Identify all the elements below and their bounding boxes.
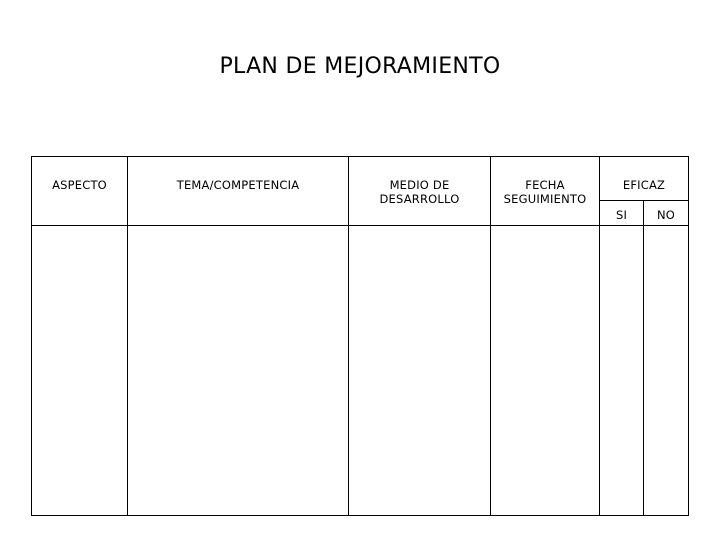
- header-fecha-line2: SEGUIMIENTO: [503, 192, 587, 206]
- cell-aspecto[interactable]: [32, 226, 127, 515]
- table-border-right: [688, 156, 689, 516]
- header-no: [644, 208, 688, 222]
- eficaz-subheader-divider: [599, 200, 689, 201]
- header-medio-line2: DESARROLLO: [379, 192, 460, 206]
- header-fecha-line1: FECHA: [525, 178, 565, 192]
- cell-eficaz-si[interactable]: [600, 226, 643, 515]
- table-border-top: [31, 156, 689, 157]
- header-si-label: SI: [615, 208, 628, 222]
- header-medio-de-desarrollo: [349, 178, 490, 206]
- header-fecha-seguimiento: [491, 178, 599, 206]
- table-border-bottom: [31, 515, 689, 516]
- header-medio-line1: MEDIO DE: [389, 178, 450, 192]
- cell-fecha-seguimiento[interactable]: [491, 226, 599, 515]
- header-tema-label: TEMA/COMPETENCIA: [176, 178, 300, 192]
- header-eficaz-label: EFICAZ: [622, 178, 666, 192]
- cell-tema-competencia[interactable]: [128, 226, 348, 515]
- header-eficaz: [600, 178, 688, 192]
- document-title: PLAN DE MEJORAMIENTO: [219, 54, 501, 79]
- header-tema-competencia: [128, 178, 348, 192]
- header-aspecto: [32, 178, 127, 192]
- header-si: [600, 208, 643, 222]
- cell-eficaz-no[interactable]: [644, 226, 688, 515]
- header-no-label: NO: [656, 208, 676, 222]
- cell-medio-de-desarrollo[interactable]: [349, 226, 490, 515]
- header-aspecto-label: ASPECTO: [52, 178, 107, 192]
